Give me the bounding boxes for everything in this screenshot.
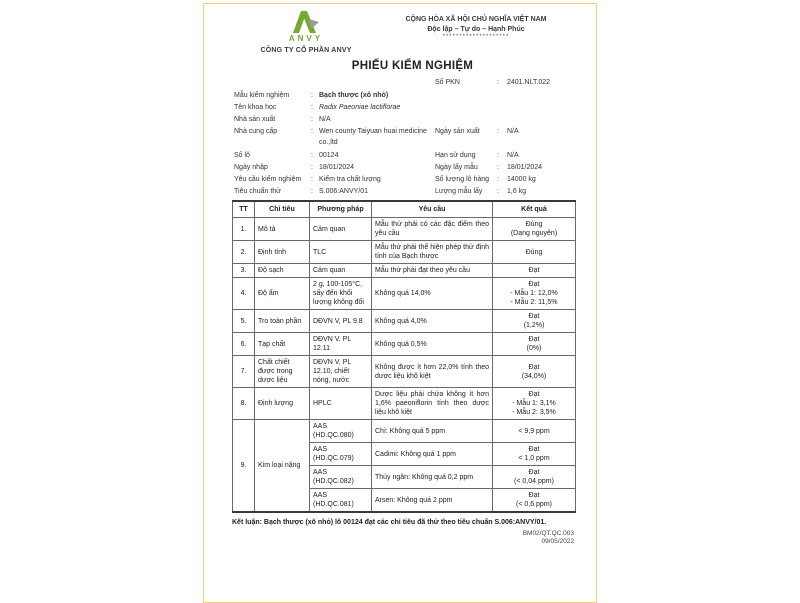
table-header-row <box>233 201 576 218</box>
result-cell <box>493 218 576 241</box>
certificate-page <box>203 3 597 603</box>
requirement-cell: Mẫu thử phải có các đặc điểm theo yêu cầu <box>372 218 493 241</box>
field-value: N/A <box>507 128 519 135</box>
field-value: N/A <box>319 116 331 123</box>
field-value: S.006:ANVY/01 <box>319 188 369 195</box>
requirement-cell: Không được ít hơn 22,0% tính theo dược liệu khô kiệt <box>372 356 493 388</box>
row-number: 7. <box>233 356 255 388</box>
company-block <box>241 9 371 54</box>
field-row-lot-quantity <box>435 174 536 186</box>
results-table <box>232 200 576 513</box>
conclusion-text: Kết luận: Bạch thược (xô nhỏ) lô 00124 đạt các chỉ tiêu đã thử theo tiêu chuẩn S.006:ANVY/01. <box>232 519 547 526</box>
result-line: Đạt <box>528 336 540 343</box>
result-line: (< 0,6 ppm) <box>516 501 552 508</box>
brand-name: ANVY <box>288 34 324 43</box>
row-number: 2. <box>233 241 255 264</box>
colon: : <box>497 128 499 135</box>
sample-info-fields <box>234 90 579 198</box>
field-row-sample-quantity <box>435 186 526 198</box>
field-value: 18/01/2024 <box>507 164 543 171</box>
field-row-standard <box>234 186 579 198</box>
field-value: Radix Paeoniae lactiflorae <box>319 104 401 111</box>
result-line: (34,0%) <box>521 372 547 380</box>
method-cell: Cảm quan <box>310 264 372 278</box>
result-cell <box>493 388 576 420</box>
method-cell: AAS (HD.QC.081) <box>310 489 372 513</box>
field-label: Hạn sử dụng <box>435 152 476 159</box>
field-value: Kiểm tra chất lượng <box>319 176 381 183</box>
method-cell: Cảm quan <box>310 218 372 241</box>
method-cell: AAS (HD.QC.080) <box>310 420 372 443</box>
table-row <box>233 264 576 278</box>
result-cell <box>493 310 576 333</box>
field-row-scientific-name <box>234 102 579 114</box>
method-cell: HPLC <box>310 388 372 420</box>
method-cell: DĐVN V, PL 12.11 <box>310 333 372 356</box>
field-label: Tiêu chuẩn thử <box>234 188 281 195</box>
row-number: 5. <box>233 310 255 333</box>
form-code: BM02/QT.QC.003 <box>522 530 574 537</box>
result-line: Đạt <box>528 363 540 371</box>
header-requirement: Yêu cầu <box>372 201 493 218</box>
criterion-cell: Định lượng <box>255 388 310 420</box>
table-row <box>233 241 576 264</box>
method-cell: AAS (HD.QC.079) <box>310 443 372 466</box>
requirement-cell: Không quá 14,0% <box>372 278 493 310</box>
requirement-cell: Thủy ngân: Không quá 0,2 ppm <box>372 466 493 489</box>
table-row-heavy-metals <box>233 420 576 443</box>
requirement-cell: Mẫu thử phải đạt theo yêu cầu <box>372 264 493 278</box>
field-label: Tên khoa học <box>234 104 277 111</box>
table-row <box>233 333 576 356</box>
national-title: CỘNG HÒA XÃ HỘI CHỦ NGHĨA VIỆT NAM <box>405 16 547 23</box>
header-criterion: Chỉ tiêu <box>255 201 310 218</box>
pkn-label: Số PKN <box>435 79 460 86</box>
method-cell: AAS (HD.QC.082) <box>310 466 372 489</box>
row-number: 8. <box>233 388 255 420</box>
method-cell: DĐVN V, PL 12.10, chiết nóng, nước <box>310 356 372 388</box>
row-number: 3. <box>233 264 255 278</box>
form-date: 09/05/2022 <box>541 538 574 545</box>
result-line: Đạt <box>528 313 540 320</box>
table-row <box>233 356 576 388</box>
criterion-cell: Mô tả <box>255 218 310 241</box>
colon: : <box>311 104 313 111</box>
result-line: - Mẫu 2: 11,5% <box>510 299 558 306</box>
result-cell <box>493 420 576 443</box>
colon: : <box>497 188 499 195</box>
field-row-sampling-date <box>435 162 542 174</box>
result-line: Đạt <box>528 267 540 274</box>
table-row <box>233 218 576 241</box>
criterion-cell: Tro toàn phần <box>255 310 310 333</box>
result-cell <box>493 333 576 356</box>
field-label: Lượng mẫu lấy <box>435 188 483 195</box>
header-tt: TT <box>233 201 255 218</box>
requirement-cell: Dược liệu phải chứa không ít hơn 1,6% paeoniflorin tính theo dược liệu khô kiệt <box>372 388 493 420</box>
result-cell <box>493 489 576 513</box>
national-motto: Độc lập – Tự do – Hạnh Phúc <box>427 26 525 33</box>
header-method: Phương pháp <box>310 201 372 218</box>
result-line: Đúng <box>525 221 543 228</box>
field-label: Mẫu kiểm nghiệm <box>234 92 290 99</box>
field-row-lot-number <box>234 150 579 162</box>
row-number: 1. <box>233 218 255 241</box>
criterion-cell: Định tính <box>255 241 310 264</box>
form-footer <box>523 530 574 546</box>
result-line: Đúng <box>525 248 543 256</box>
result-line: Đạt <box>528 492 540 499</box>
field-label: Nhà cung cấp <box>234 128 278 135</box>
result-line: (Dạng nguyên) <box>510 230 558 237</box>
requirement-cell: Không quá 4,0% <box>372 310 493 333</box>
field-label: Ngày nhập <box>234 164 268 171</box>
result-cell <box>493 241 576 264</box>
table-row <box>233 278 576 310</box>
requirement-cell: Cadimi: Không quá 1 ppm <box>372 443 493 466</box>
result-line: (1,2%) <box>523 322 545 329</box>
field-label: Yêu cầu kiểm nghiệm <box>234 176 302 183</box>
field-value: 14000 kg <box>507 176 536 183</box>
colon: : <box>311 188 313 195</box>
method-cell: TLC <box>310 241 372 264</box>
field-value: 18/01/2024 <box>319 164 355 171</box>
row-number: 9. <box>233 420 255 513</box>
colon: : <box>497 164 499 171</box>
criterion-cell: Độ sạch <box>255 264 310 278</box>
colon: : <box>311 92 313 99</box>
method-cell: DĐVN V, PL 9.8 <box>310 310 372 333</box>
method-cell: 2 g, 100-105°C, sấy đến khối lượng không đổi <box>310 278 372 310</box>
result-cell <box>493 356 576 388</box>
result-cell <box>493 278 576 310</box>
criterion-cell: Kim loại nặng <box>255 420 310 513</box>
field-label: Ngày sản xuất <box>435 128 480 135</box>
field-row-production-date <box>435 126 519 138</box>
results-section <box>232 200 575 526</box>
field-label: Nhà sản xuất <box>234 116 276 123</box>
pkn-value: 2401.NLT.022 <box>507 79 551 86</box>
result-line: - Mẫu 1: 3,1% <box>512 400 556 407</box>
result-cell <box>493 466 576 489</box>
criterion-cell: Chất chiết được trong dược liệu <box>255 356 310 388</box>
colon: : <box>311 152 313 159</box>
criterion-cell: Tạp chất <box>255 333 310 356</box>
company-name: CÔNG TY CỔ PHẦN ANVY <box>260 47 352 54</box>
national-motto-block <box>398 15 554 40</box>
field-value: 1,6 kg <box>507 188 527 195</box>
colon: : <box>311 128 313 135</box>
result-line: - Mẫu 1: 12,0% <box>510 290 558 297</box>
requirement-cell: Arsen: Không quá 2 ppm <box>372 489 493 513</box>
table-row <box>233 310 576 333</box>
field-value: Wen county Taiyuan huai medicine co.,ltd <box>319 128 427 146</box>
motto-divider: ******************** <box>442 34 510 40</box>
colon: : <box>311 116 313 123</box>
result-line: - Mẫu 2: 3,5% <box>512 409 556 416</box>
result-line: Đạt <box>528 469 540 476</box>
result-line: Đạt <box>528 446 540 453</box>
result-line: Đạt <box>528 391 540 398</box>
field-label: Số lượng lô hàng <box>435 176 490 183</box>
colon: : <box>497 79 499 86</box>
field-label: Ngày lấy mẫu <box>435 164 478 171</box>
colon: : <box>311 164 313 171</box>
field-label: Số lô <box>234 152 250 159</box>
result-line: (< 0,04 ppm) <box>514 478 554 485</box>
result-line: < 1,0 ppm <box>518 455 550 462</box>
requirement-cell: Không quá 0,5% <box>372 333 493 356</box>
colon: : <box>497 152 499 159</box>
field-value: Bạch thược (xô nhỏ) <box>319 92 389 99</box>
requirement-cell: Chì: Không quá 5 ppm <box>372 420 493 443</box>
field-row-expiry-date <box>435 150 519 162</box>
row-number: 6. <box>233 333 255 356</box>
criterion-cell: Độ ẩm <box>255 278 310 310</box>
field-row-sample-name <box>234 90 579 102</box>
result-cell <box>493 443 576 466</box>
result-cell <box>493 264 576 278</box>
row-number: 4. <box>233 278 255 310</box>
field-value: 00124 <box>319 152 339 159</box>
page-title: PHIẾU KIỂM NGHIỆM <box>351 60 474 72</box>
header-result: Kết quả <box>493 201 576 218</box>
table-row <box>233 388 576 420</box>
result-line: Đạt <box>528 281 540 288</box>
colon: : <box>311 176 313 183</box>
result-line: < 9,9 ppm <box>518 427 550 435</box>
field-value: N/A <box>507 152 519 159</box>
pkn-number-row <box>435 79 550 86</box>
colon: : <box>497 176 499 183</box>
field-row-supplier <box>234 126 579 150</box>
requirement-cell: Mẫu thử phải thể hiện phép thử định tính của Bạch thược <box>372 241 493 264</box>
result-line: (0%) <box>526 345 542 352</box>
field-row-manufacturer <box>234 114 579 126</box>
anvy-logo-icon <box>288 9 324 34</box>
